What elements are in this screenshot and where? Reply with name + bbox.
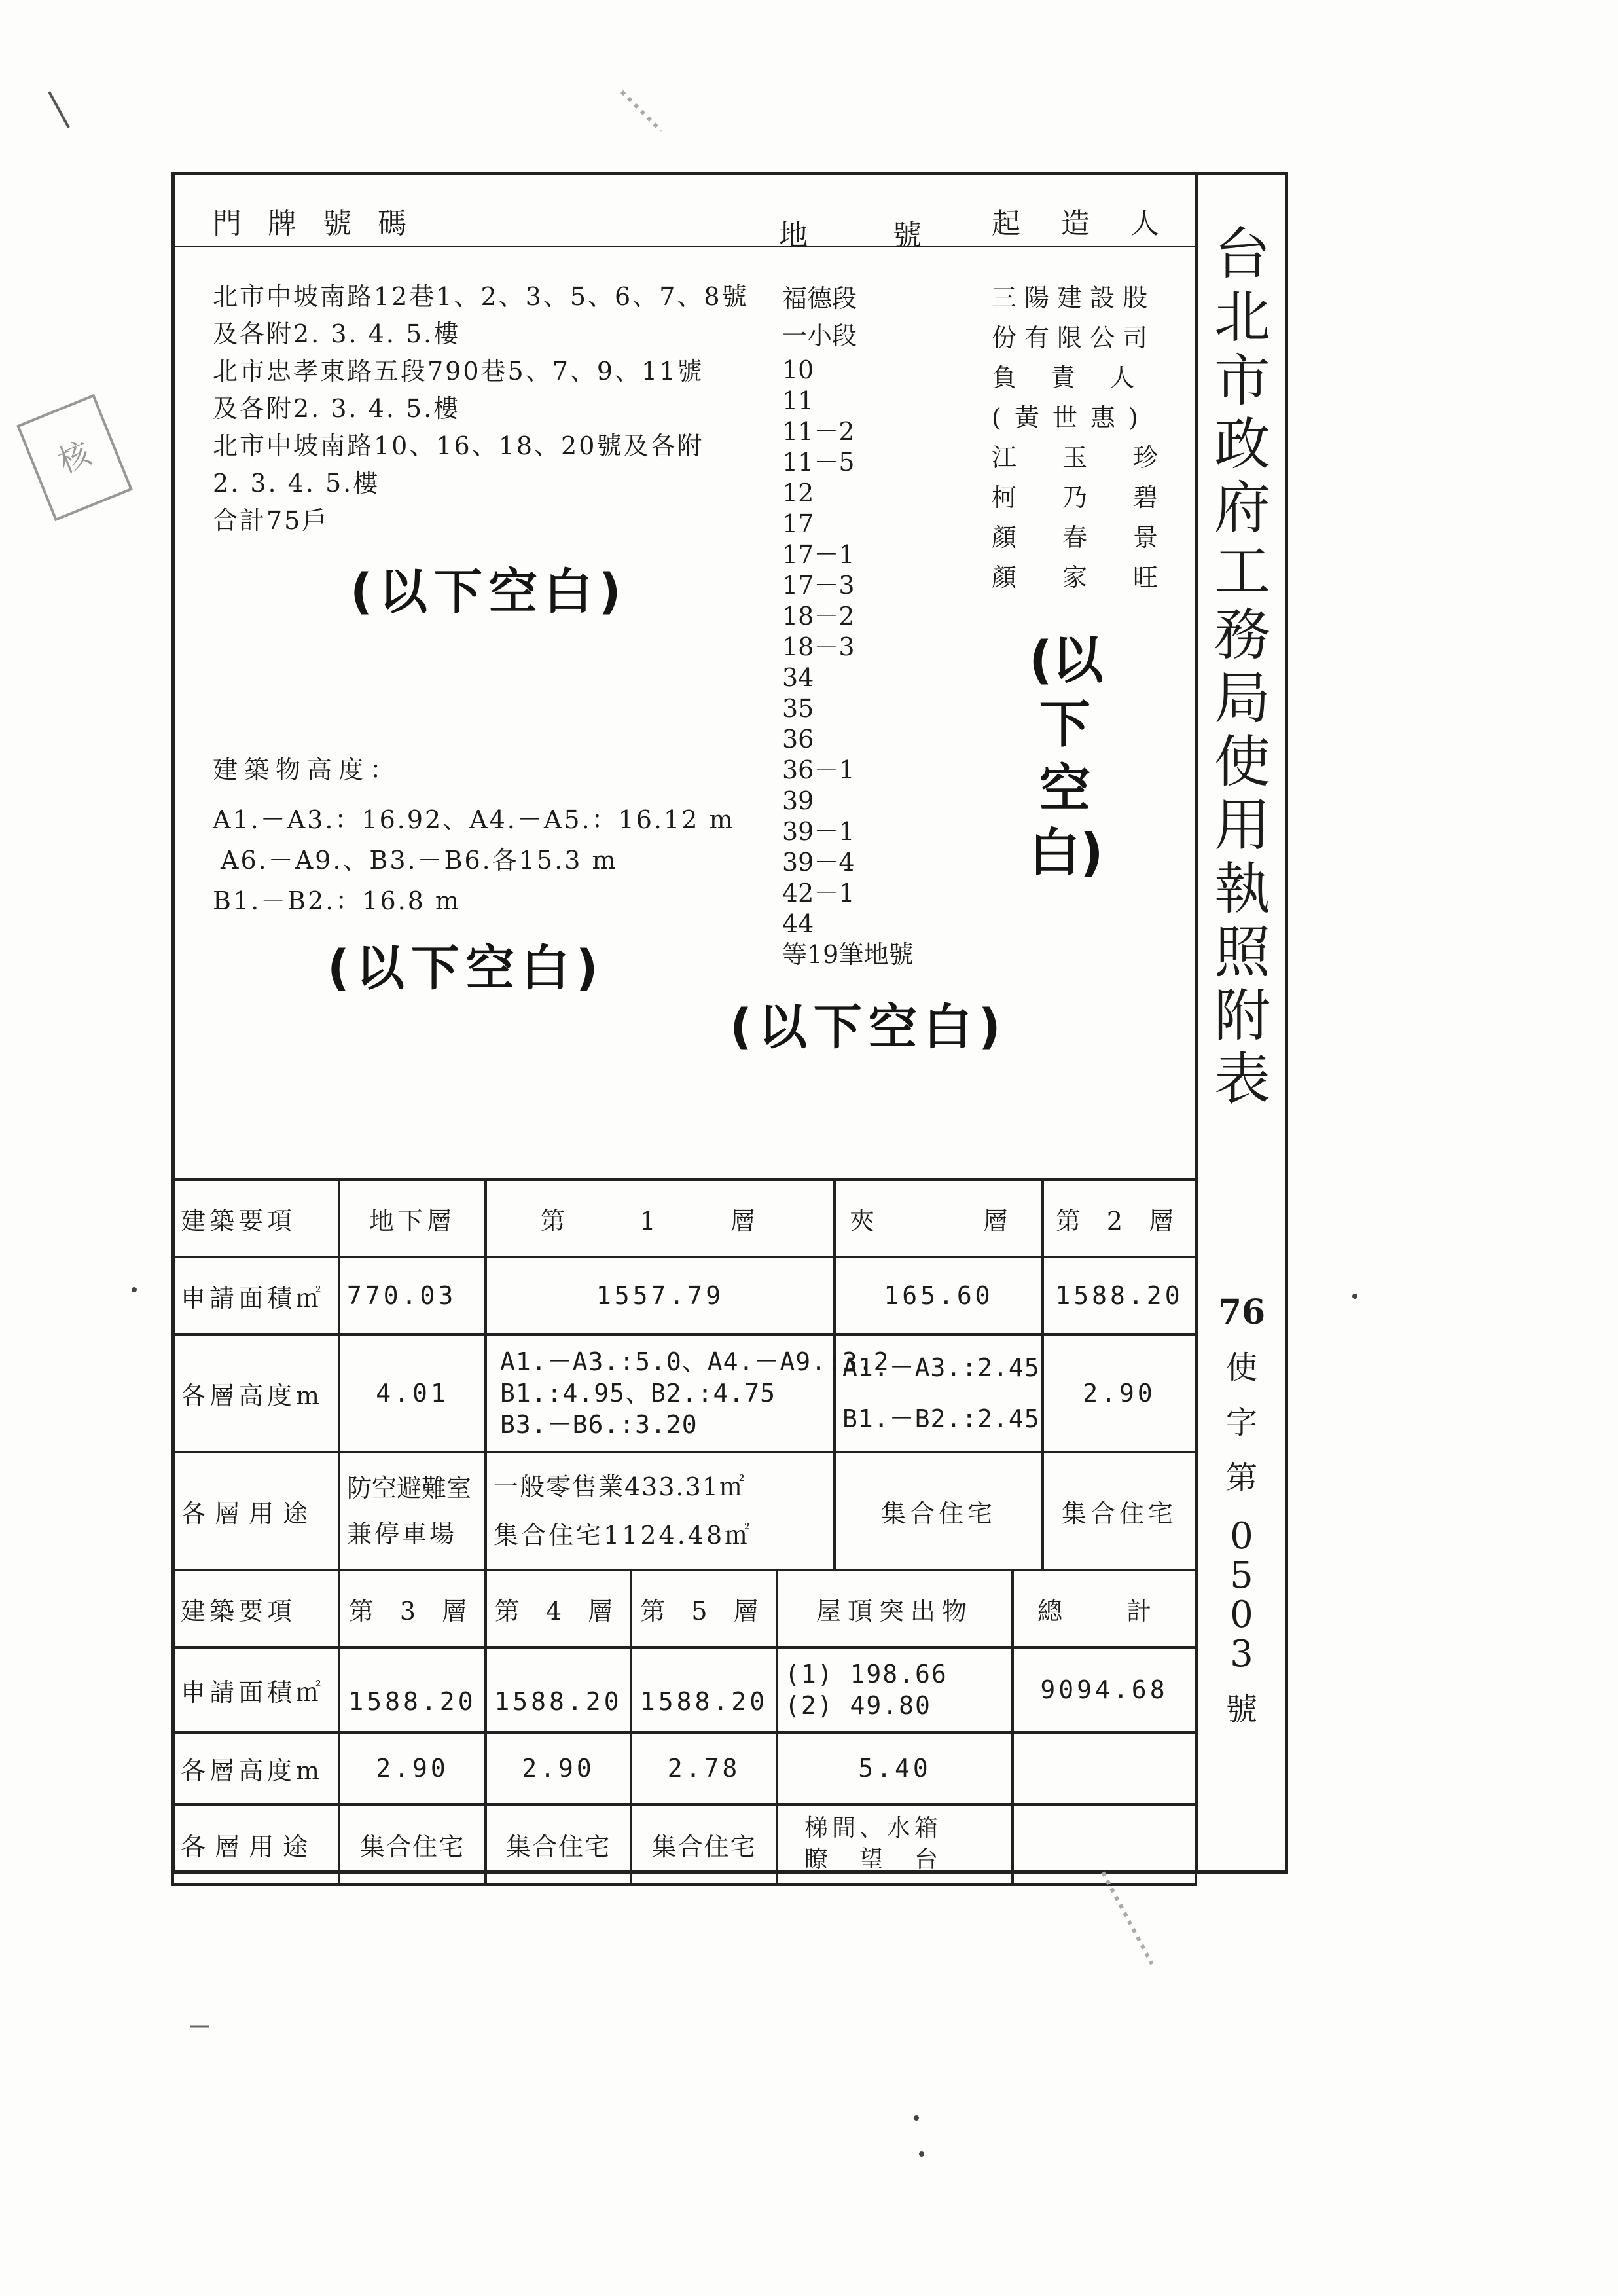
blank-note-address: (以下空白)	[350, 564, 628, 620]
license-number-part: 3	[1230, 1633, 1253, 1675]
lot-item: 11－5	[782, 448, 855, 477]
t1-use-basement-line: 兼停車場	[347, 1520, 458, 1548]
t2-height-roof: 5.40	[777, 1732, 1013, 1804]
t1-height-floor1-line: B3.－B6.:3.20	[500, 1410, 698, 1439]
t1-area-floor1: 1557.79	[486, 1257, 835, 1334]
height-line: A6.－A9.、B3.－B6.各15.3 m	[221, 846, 618, 875]
lot-item: 福德段	[782, 284, 857, 313]
lot-item: 11－2	[782, 417, 855, 446]
license-number-part: 76	[1217, 1292, 1266, 1332]
t1-height-mezz-line: B1.－B2.:2.45	[842, 1404, 1040, 1433]
t2-header-total: 總 計	[1013, 1570, 1196, 1647]
t1-header-floor2: 第 2 層	[1043, 1180, 1196, 1257]
t2-row-height-label: 各層高度m	[173, 1732, 339, 1804]
t2-height-floor4: 2.90	[486, 1732, 631, 1804]
lot-item: 18－3	[782, 632, 855, 661]
lot-item: 39－1	[782, 817, 855, 846]
lot-item: 12	[782, 479, 814, 507]
scan-dot	[914, 2115, 919, 2121]
scan-mark	[49, 92, 69, 128]
t1-height-floor1-line: B1.:4.95、B2.:4.75	[500, 1379, 776, 1408]
t1-header-basement: 地下層	[339, 1180, 486, 1257]
header-address: 門牌號碼	[213, 207, 433, 240]
t1-area-basement: 770.03	[339, 1257, 486, 1334]
t1-height-floor1-line: A1.－A3.:5.0、A4.－A9.:3.2	[500, 1347, 890, 1376]
blank-note-height: (以下空白)	[327, 940, 605, 996]
address-line: 及各附2. 3. 4. 5.樓	[213, 319, 461, 348]
t1-header-item: 建築要項	[173, 1180, 339, 1257]
t1-height-mezz-line: A1.－A3.:2.45	[842, 1353, 1040, 1382]
height-line: B1.－B2.：16.8 m	[213, 886, 461, 915]
builder-item: 負責人	[992, 363, 1169, 392]
t2-use-roof-line: 瞭 望 台	[804, 1846, 943, 1873]
lot-item: 17－3	[782, 571, 855, 600]
address-line: 北市中坡南路12巷1、2、3、5、6、7、8號	[213, 282, 749, 311]
lot-item: 39	[782, 786, 814, 815]
license-number-part: 第	[1225, 1459, 1257, 1496]
t2-use-floor3: 集合住宅	[339, 1804, 486, 1884]
license-number-part: 5	[1230, 1554, 1253, 1597]
lot-item: 36	[782, 725, 814, 754]
t2-header-item: 建築要項	[173, 1570, 339, 1647]
address-line: 北市忠孝東路五段790巷5、7、9、11號	[213, 357, 704, 386]
t1-header-mezzanine: 夾 層	[835, 1180, 1043, 1257]
lot-item: 34	[782, 663, 814, 692]
builder-item: 柯乃碧	[992, 483, 1204, 512]
t2-area-floor3: 1588.20	[339, 1647, 486, 1732]
lot-item: 17－1	[782, 540, 855, 569]
t2-height-floor3: 2.90	[339, 1732, 486, 1804]
lot-item: 一小段	[782, 321, 857, 350]
scan-dot	[132, 1287, 137, 1292]
t2-height-floor5: 2.78	[631, 1732, 777, 1804]
t2-header-floor5: 第 5 層	[631, 1570, 777, 1647]
document-title: 台北市政府工務局使用執照附表	[1214, 221, 1270, 1112]
builder-item: 份有限公司	[992, 323, 1156, 352]
t1-use-floor1-line: 集合住宅1124.48㎡	[494, 1521, 753, 1550]
lot-item: 等19筆地號	[782, 940, 914, 969]
t1-height-floor2: 2.90	[1043, 1334, 1196, 1452]
t2-header-roof: 屋頂突出物	[777, 1570, 1013, 1647]
t1-use-floor1-line: 一般零售業433.31㎡	[494, 1472, 746, 1501]
license-number-part: 字	[1225, 1404, 1257, 1441]
scan-dot	[1352, 1294, 1357, 1299]
license-number-part: 使	[1225, 1349, 1257, 1386]
t1-header-floor1: 第 1 層	[486, 1180, 835, 1257]
scan-dot	[919, 2151, 924, 2157]
t2-use-roof-line: 梯間、水箱	[804, 1815, 943, 1842]
t2-row-area-label: 申請面積㎡	[173, 1647, 339, 1732]
t2-header-floor4: 第 4 層	[486, 1570, 631, 1647]
lot-item: 10	[782, 355, 814, 384]
t1-area-mezzanine: 165.60	[835, 1257, 1043, 1334]
lot-item: 39－4	[782, 848, 855, 877]
license-number-part: 0	[1230, 1515, 1253, 1558]
lot-item: 35	[782, 694, 814, 723]
header-builder: 起造人	[992, 207, 1200, 240]
t2-area-roof-line: (1) 198.66	[785, 1660, 948, 1688]
scan-mark	[1103, 1872, 1152, 1964]
t2-area-floor4: 1588.20	[486, 1647, 631, 1732]
t1-use-basement-line: 防空避難室	[347, 1474, 472, 1503]
lot-item: 36－1	[782, 756, 855, 784]
t1-row-area-label: 申請面積㎡	[173, 1257, 339, 1334]
blank-note-vertical: (以下空白)	[1029, 631, 1104, 883]
height-line: A1.－A3.：16.92、A4.－A5.：16.12 m	[213, 805, 735, 834]
t1-use-mezzanine: 集合住宅	[835, 1452, 1043, 1570]
builder-item: 顏春景	[992, 523, 1204, 552]
builder-item: (黃世惠)	[992, 403, 1151, 432]
t1-height-basement: 4.01	[339, 1334, 486, 1452]
lot-item: 44	[782, 909, 814, 938]
t1-row-height-label: 各層高度m	[173, 1334, 339, 1452]
lot-item: 17	[782, 509, 814, 538]
scan-mark	[622, 92, 661, 131]
header-lot: 地號	[779, 219, 1007, 252]
t2-row-use-label: 各層用途	[173, 1804, 339, 1884]
address-line: 2. 3. 4. 5.樓	[213, 469, 380, 498]
t1-row-use-label: 各層用途	[173, 1452, 339, 1570]
t1-area-floor2: 1588.20	[1043, 1257, 1196, 1334]
license-number-part: 號	[1225, 1691, 1257, 1728]
seal-stamp: 核	[16, 394, 133, 521]
lot-item: 42－1	[782, 879, 855, 907]
t1-use-floor2: 集合住宅	[1043, 1452, 1196, 1570]
t2-use-floor5: 集合住宅	[631, 1804, 777, 1884]
address-line: 及各附2. 3. 4. 5.樓	[213, 394, 461, 423]
t2-area-total: 9094.68	[1013, 1647, 1196, 1732]
t2-header-floor3: 第 3 層	[339, 1570, 486, 1647]
blank-note-lots: (以下空白)	[730, 999, 1007, 1055]
builder-item: 江玉珍	[992, 443, 1204, 472]
lot-item: 18－2	[782, 602, 855, 630]
height-title: 建築物高度：	[213, 756, 402, 784]
t2-use-floor4: 集合住宅	[486, 1804, 631, 1884]
t2-area-roof-line: (2) 49.80	[785, 1691, 931, 1720]
address-line: 北市中坡南路10、16、18、20號及各附	[213, 431, 704, 460]
builder-item: 三陽建設股	[992, 283, 1156, 312]
address-line: 合計75戶	[213, 506, 329, 535]
license-number-part: 0	[1230, 1594, 1253, 1636]
lot-item: 11	[782, 386, 814, 415]
builder-item: 顏家旺	[992, 563, 1204, 592]
t2-area-floor5: 1588.20	[631, 1647, 777, 1732]
